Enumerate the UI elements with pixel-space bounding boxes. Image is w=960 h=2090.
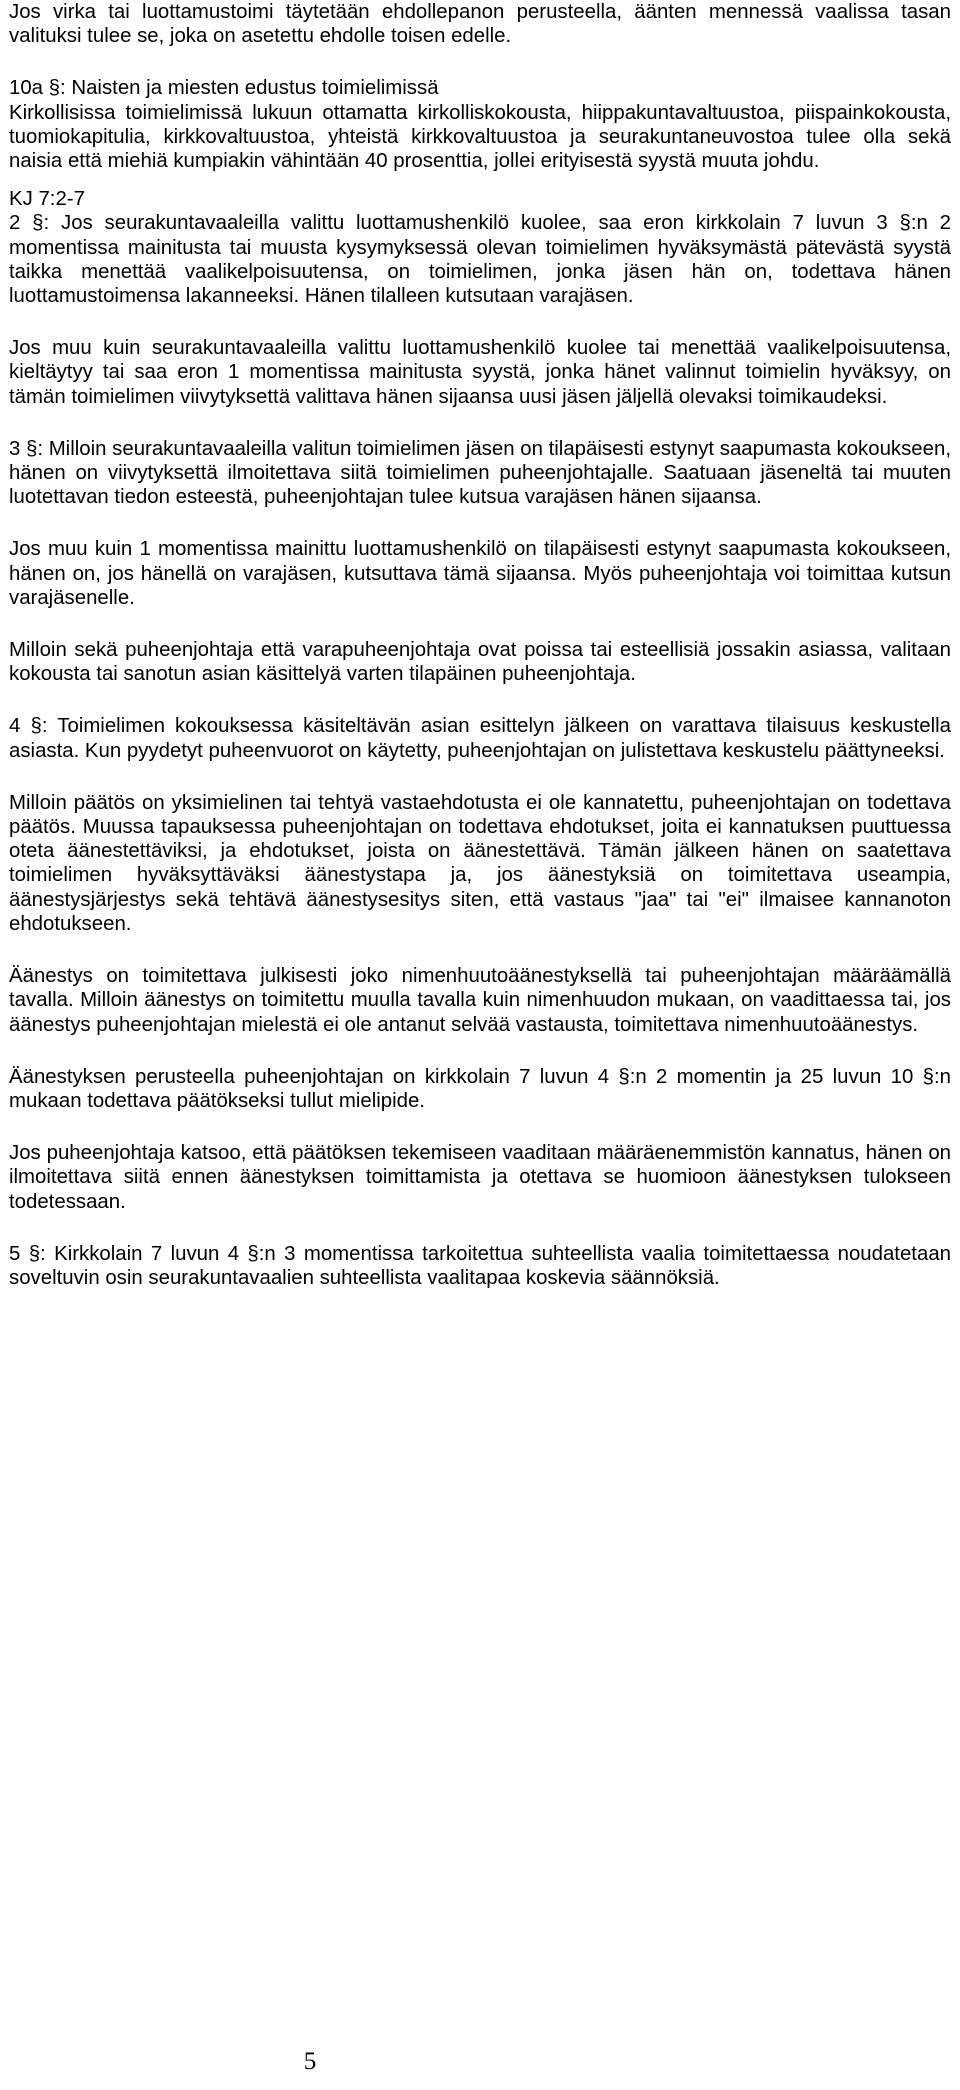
section-2-paragraph-2: Jos muu kuin seurakuntavaaleilla valittu luottamushenkilö kuolee tai menettää vaalikelpoisuutensa, kieltäytyy tai saa eron 1 momentissa mainitusta syystä, jonka hänet valinnut toimielin hyväksyy, on tämän toimielimen viivytyksettä valittava hänen sijaansa uusi jäsen jäljellä olevaksi toimikaudeksi. bbox=[9, 337, 951, 408]
section-4-paragraph-3: Äänestys on toimitettava julkisesti joko nimenhuutoäänestyksellä tai puheenjohtajan määräämällä tavalla. Milloin äänestys on toimitettu muulla tavalla kuin nimenhuudon mukaan, on vaadittaessa tai, jos äänestys puheenjohtajan mielestä ei ole antanut selvää vastausta, toimitettava nimenhuutoäänestys. bbox=[9, 965, 951, 1036]
section-4-paragraph-5: Jos puheenjohtaja katsoo, että päätöksen tekemiseen vaaditaan määräenemmistön kannatus, hänen on ilmoitettava siitä ennen äänestyksen toimittamista ja otettava se huomioon äänestyksen tulokseen todetessaan. bbox=[9, 1142, 951, 1213]
section-4-paragraph-4: Äänestyksen perusteella puheenjohtajan on kirkkolain 7 luvun 4 §:n 2 momentin ja 25 luvun 10 §:n mukaan todettava päätökseksi tullut mielipide. bbox=[9, 1065, 951, 1112]
section-10a-paragraph: Kirkollisissa toimielimissä lukuun ottamatta kirkolliskokousta, hiippakuntavaltuustoa, piispainkokousta, tuomiokapitulia, kirkkovaltuustoa, yhteistä kirkkovaltuustoa ja seurakuntaneuvostoa tulee olla sekä naisia että miehiä kumpiakin vähintään 40 prosenttia, jollei erityisestä syystä muuta johdu. bbox=[9, 101, 951, 173]
kj-reference: KJ 7:2-7 bbox=[9, 188, 85, 211]
section-4-paragraph: 4 §: Toimielimen kokouksessa käsiteltävän asian esittelyn jälkeen on varattava tilaisuus keskustella asiasta. Kun pyydetyt puheenvuorot on käytetty, puheenjohtajan on julistettava keskustelu päättyneeksi. bbox=[9, 715, 951, 762]
section-3-paragraph: 3 §: Milloin seurakuntavaaleilla valitun toimielimen jäsen on tilapäisesti estynyt saapumasta kokoukseen, hänen on viivytyksettä ilmoitettava siitä toimielimen puheenjohtajalle. Saatuaan jäseneltä tai muuten luotettavan tiedon esteestä, puheenjohtajan tulee kutsua varajäsen hänen sijaansa. bbox=[9, 437, 951, 509]
section-3-paragraph-3: Milloin sekä puheenjohtaja että varapuheenjohtaja ovat poissa tai esteellisiä jossakin asiassa, valitaan kokousta tai sanotun asian käsittelyä varten tilapäinen puheenjohtaja. bbox=[9, 639, 951, 686]
section-3-paragraph-2: Jos muu kuin 1 momentissa mainittu luottamushenkilö on tilapäisesti estynyt saapumasta kokoukseen, hänen on, jos hänellä on varajäsen, kutsuttava tämä sijaansa. Myös puheenjohtaja voi toimittaa kutsun varajäsenelle. bbox=[9, 538, 951, 609]
intro-paragraph: Jos virka tai luottamustoimi täytetään ehdollepanon perusteella, äänten mennessä vaalissa tasan valituksi tulee se, joka on asetettu ehdolle toisen edelle. bbox=[9, 1, 951, 48]
section-10a-heading: 10a §: Naisten ja miesten edustus toimielimissä bbox=[9, 77, 439, 100]
section-4-paragraph-2: Milloin päätös on yksimielinen tai tehtyä vastaehdotusta ei ole kannatettu, puheenjohtajan on todettava päätös. Muussa tapauksessa puheenjohtajan on todettava ehdotukset, joita ei kannatuksen puuttuessa oteta äänestettäviksi, ja ehdotukset, joista on äänestettävä. Tämän jälkeen hänen on saatettava toimielimen hyväksyttäväksi äänestystapa ja, jos äänestyksiä on toimitettava useampia, äänestysjärjestys sekä tehtävä äänestysesitys siten, että vastaus "jaa" tai "ei" ilmaisee kannanoton ehdotukseen. bbox=[9, 791, 951, 935]
section-5-paragraph: 5 §: Kirkkolain 7 luvun 4 §:n 3 momentissa tarkoitettua suhteellista vaalia toimitettaessa noudatetaan soveltuvin osin seurakuntavaalien suhteellista vaalitapaa koskevia säännöksiä. bbox=[9, 1242, 951, 1289]
section-2-paragraph: 2 §: Jos seurakuntavaaleilla valittu luottamushenkilö kuolee, saa eron kirkkolain 7 luvun 3 §:n 2 momentissa mainitusta tai muusta kysymyksessä olevan toimielimen hyväksymästä pätevästä syystä taikka menettää vaalikelpoisuutensa, on toimielimen, jonka jäsen hän on, todettava hänen luottamustoimensa lakanneeksi. Hänen tilalleen kutsutaan varajäsen. bbox=[9, 212, 951, 308]
page-number: 5 bbox=[303, 2048, 317, 2075]
